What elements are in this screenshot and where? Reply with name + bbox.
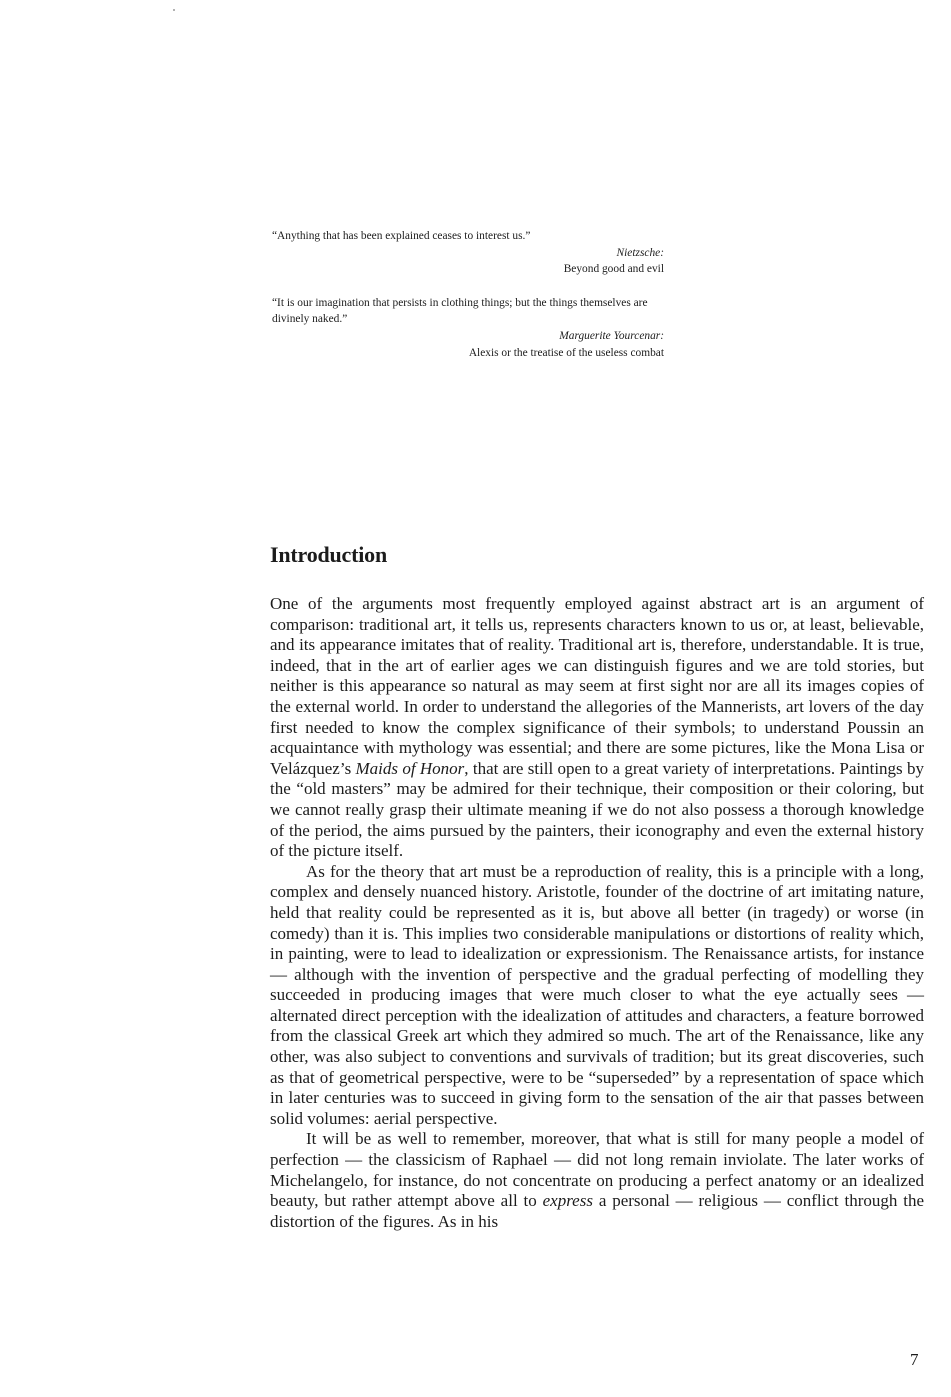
paragraph-text: It will be as well to remember, moreover, that what is still for many people a model of perfection — the classicism of Raphael — did not long remain inviolate. The later works of Michelangelo, for instance, do not concentrate on producing a perfect anatomy or an idealized beauty, but rather attempt above all to [270, 1129, 924, 1211]
epigraph-quote: “Anything that has been explained ceases to interest us.” [272, 230, 531, 242]
epigraph-author: Marguerite Yourcenar: [559, 329, 664, 342]
paper-speck [173, 9, 175, 11]
epigraph-nietzsche [272, 228, 664, 278]
emphasis: express [542, 1191, 593, 1211]
paragraph-text: a personal — religious — conflict through the distortion of the figures. As in his [270, 1191, 925, 1231]
epigraph-yourcenar [272, 295, 664, 361]
artwork-title: Maids of Honor [355, 758, 465, 778]
epigraph-author: Nietzsche: [616, 246, 664, 259]
body-text [270, 594, 924, 1232]
paragraph [270, 594, 924, 862]
paragraph-text: One of the arguments most frequently employed against abstract art is an argument of comparison: traditional art, it tells us, represents characters known to us or, at least, believable, and its appearance imitates that of reality. Traditional art is, therefore, understandable. It is true, indeed, that in the art of earlier ages we can distinguish figures and we are told stories, but neither is this appearance so natural as may seem at first sight nor are all its images copies of the external world. In order to understand the allegories of the Mannerists, art lovers of the day first needed to know the complex significance of their symbols; to understand Poussin an acquaintance with mythology was essential; and there are some pictures, like the Mona Lisa or Velázquez’s [270, 594, 924, 778]
paragraph-text: , that are still open to a great variety of interpretations. Paintings by the “old masters” may be admired for their technique, their composition or their coloring, but we cannot really grasp their ultimate meaning if we do not also possess a thorough knowledge of the period, the aims pursued by the painters, their iconography and even the external history of the picture itself. [270, 758, 924, 861]
epigraph-work: Beyond good and evil [563, 263, 664, 276]
page-number: 7 [910, 1350, 919, 1369]
epigraph-work: Alexis or the treatise of the useless combat [468, 346, 664, 359]
section-heading: Introduction [270, 542, 387, 567]
paragraph [270, 1129, 924, 1232]
epigraphs [272, 228, 664, 378]
paragraph: As for the theory that art must be a reproduction of reality, this is a principle with a long, complex and densely nuanced history. Aristotle, founder of the doctrine of art imitating nature, held that reality could be represented as it is, but above all better (in tragedy) or worse (in comedy) than it is. This implies two considerable manipulations or distortions of reality which, in painting, were to lead to idealization or expressionism. The Renaissance artists, for instance — although with the invention of perspective and the gradual perfecting of modelling they succeeded in producing images that were much closer to what the eye actually sees — alternated direct perception with the idealization of attitudes and characters, a feature borrowed from the classical Greek art which they admired so much. The art of the Renaissance, like any other, was also subject to conventions and survivals of tradition; but its great discoveries, such as that of geometrical perspective, were to be “superseded” by a representation of space which in later centuries was to succeed in giving form to the sensation of the air that passes between solid volumes: aerial perspective. [270, 861, 924, 1128]
epigraph-quote: “It is our imagination that persists in clothing things; but the things themselves are divinely naked.” [272, 296, 648, 326]
